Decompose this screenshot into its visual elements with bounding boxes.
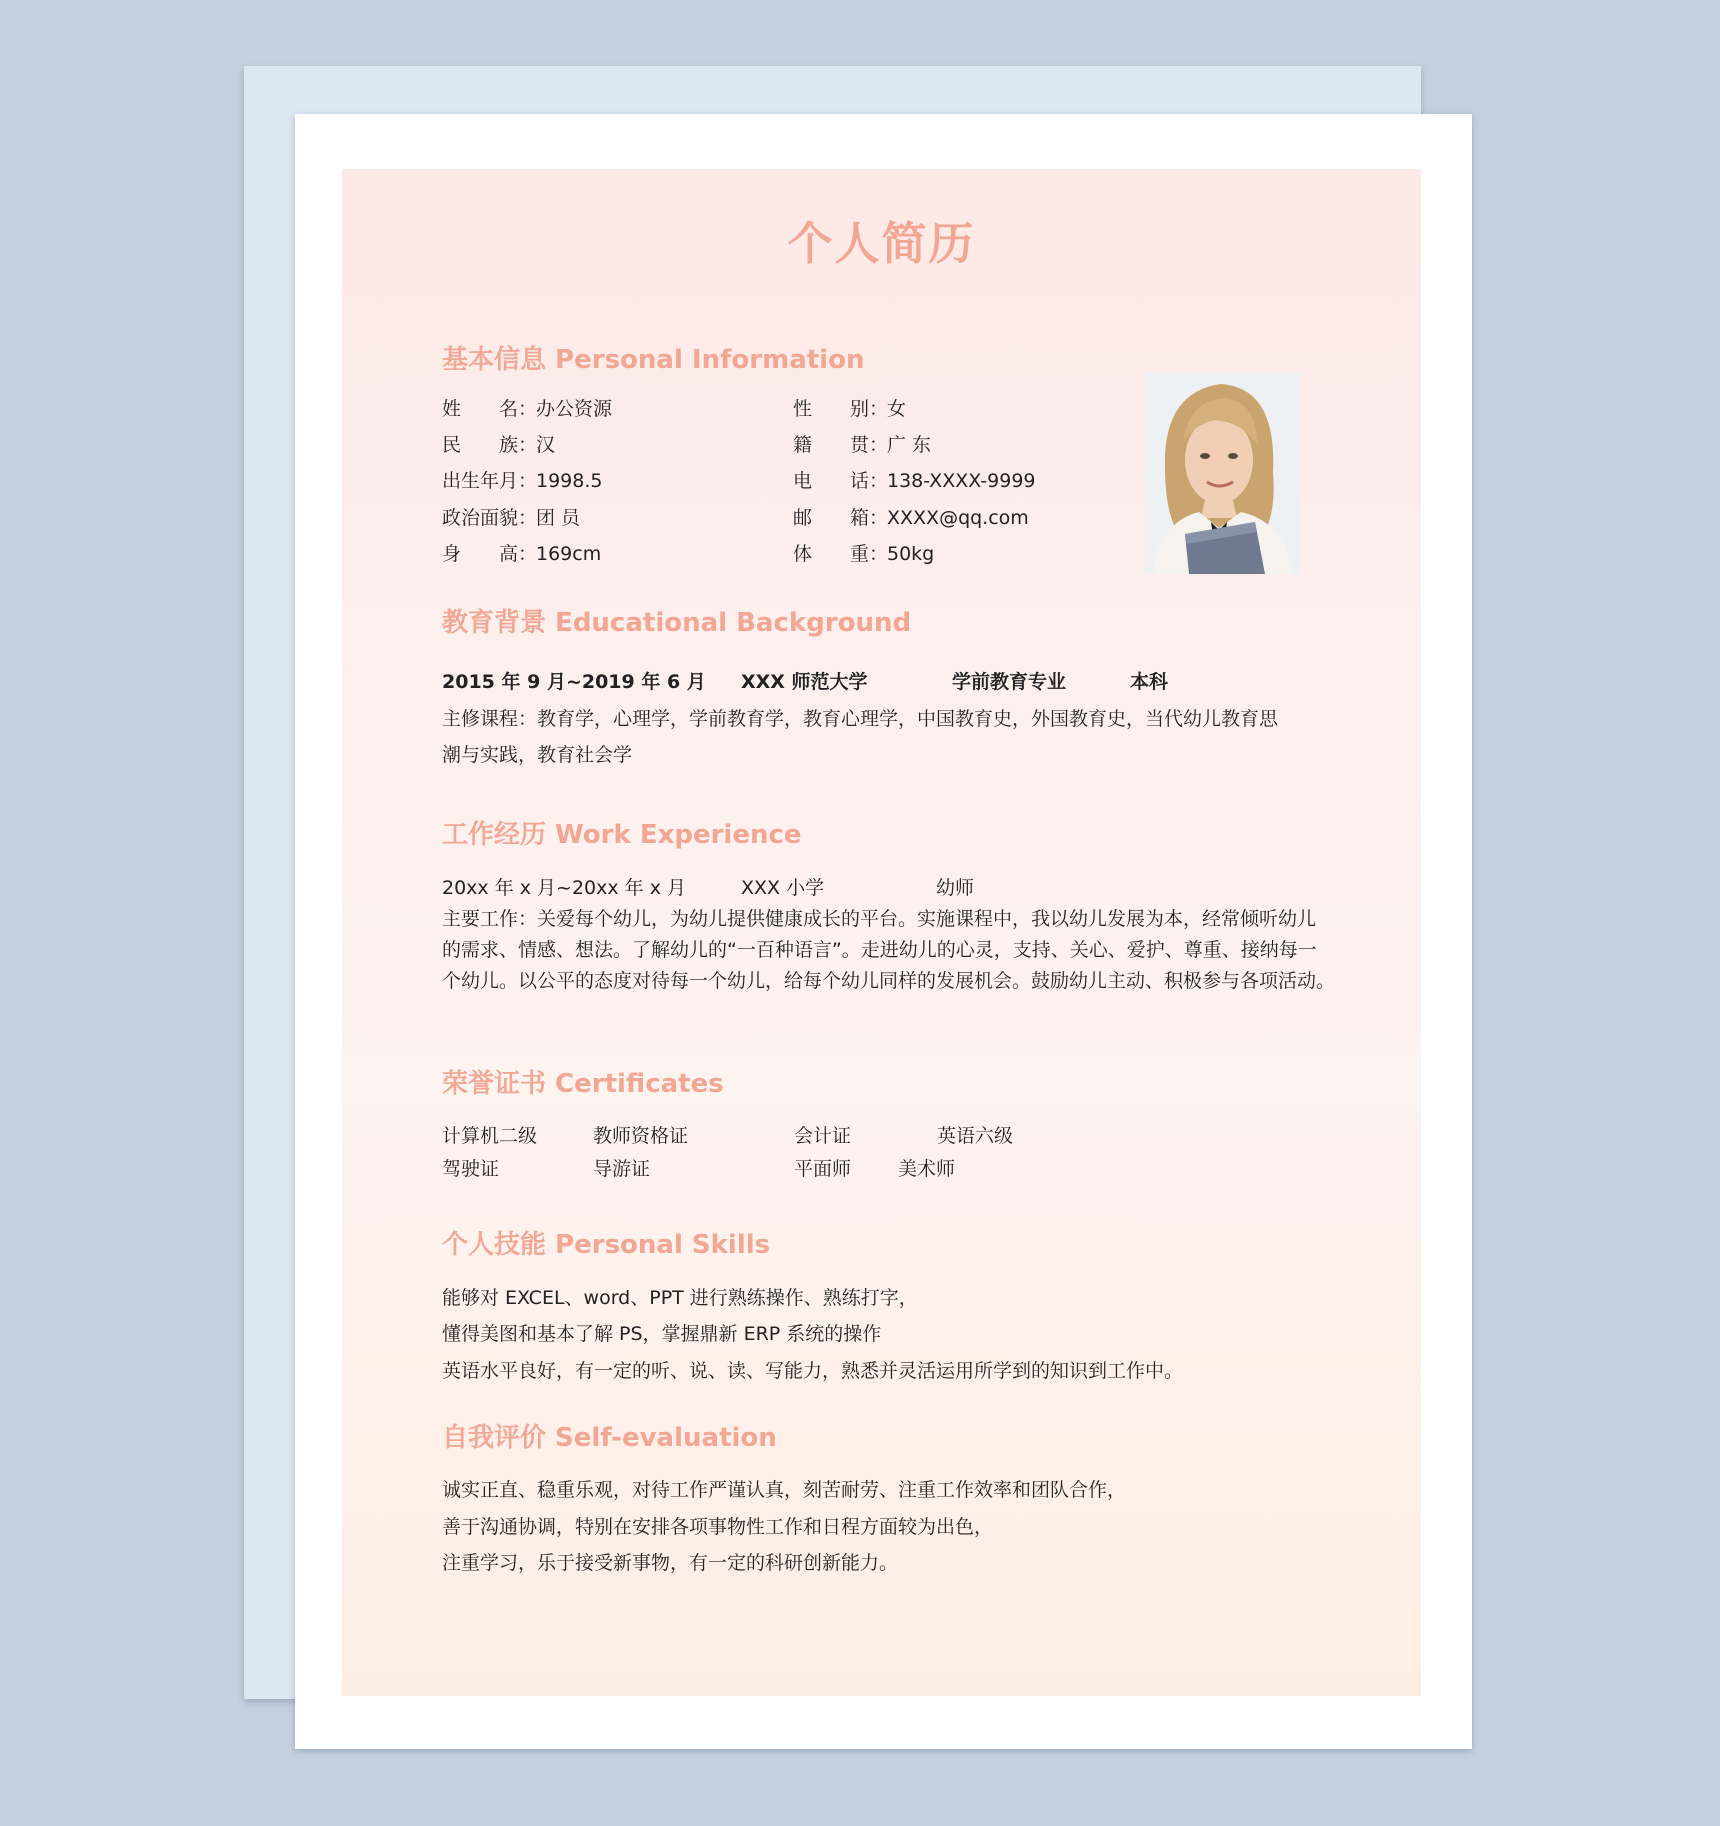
certificate-item: 驾驶证 — [442, 1158, 500, 1180]
certificate-item: 导游证 — [593, 1158, 651, 1180]
work-description-line: 主要工作：关爱每个幼儿，为幼儿提供健康成长的平台。实施课程中，我以幼儿发展为本，经常倾听幼儿 — [442, 908, 1317, 930]
education-courses-line: 主修课程：教育学，心理学，学前教育学，教育心理学，中国教育史，外国教育史，当代幼儿教育思 — [442, 708, 1279, 730]
skill-line: 英语水平良好，有一定的听、说、读、写能力，熟悉并灵活运用所学到的知识到工作中。 — [442, 1360, 1184, 1382]
work-heading: 工作经历 Work Experience — [442, 820, 802, 850]
basic-info-heading: 基本信息 Personal Information — [442, 345, 865, 375]
work-position: 幼师 — [936, 877, 975, 899]
work-company: XXX 小学 — [741, 877, 825, 899]
self-evaluation-line: 注重学习，乐于接受新事物，有一定的科研创新能力。 — [442, 1552, 899, 1574]
info-label: 电 话： — [793, 470, 889, 492]
info-value: 138-XXXX-9999 — [887, 470, 1036, 492]
info-political — [442, 503, 580, 530]
info-value: 1998.5 — [536, 470, 603, 492]
info-gender — [793, 394, 906, 421]
info-hometown — [793, 430, 931, 457]
info-label: 体 重： — [793, 543, 889, 565]
skills-heading: 个人技能 Personal Skills — [442, 1230, 771, 1260]
certificate-item: 教师资格证 — [593, 1125, 689, 1147]
resume-page — [295, 114, 1472, 1749]
education-major: 学前教育专业 — [952, 671, 1067, 693]
info-email — [793, 503, 1029, 530]
info-label: 政治面貌： — [442, 507, 538, 529]
education-school: XXX 师范大学 — [741, 671, 868, 693]
work-description-line: 个幼儿。以公平的态度对待每一个幼儿，给每个幼儿同样的发展机会。鼓励幼儿主动、积极参与各项活动。 — [442, 970, 1336, 992]
info-label: 邮 箱： — [793, 507, 889, 529]
profile-photo — [1145, 372, 1299, 574]
info-value: XXXX@qq.com — [887, 507, 1029, 529]
resume-content — [342, 169, 1421, 1696]
certificate-item: 英语六级 — [937, 1125, 1014, 1147]
profile-photo-illustration — [1145, 372, 1299, 574]
certificate-item: 计算机二级 — [442, 1125, 538, 1147]
education-heading: 教育背景 Educational Background — [442, 608, 912, 638]
work-description-line: 的需求、情感、想法。了解幼儿的“一百种语言”。走进幼儿的心灵，支持、关心、爱护、尊重、接纳每一 — [442, 939, 1317, 961]
info-weight — [793, 539, 934, 566]
certificate-item: 会计证 — [794, 1125, 852, 1147]
education-degree: 本科 — [1130, 671, 1169, 693]
info-value: 团 员 — [536, 507, 581, 529]
info-value: 50kg — [887, 543, 935, 565]
skill-line: 懂得美图和基本了解 PS，掌握鼎新 ERP 系统的操作 — [442, 1323, 882, 1345]
self-evaluation-heading: 自我评价 Self-evaluation — [442, 1423, 777, 1453]
info-label: 民 族： — [442, 434, 538, 456]
skill-line: 能够对 EXCEL、word、PPT 进行熟练操作、熟练打字， — [442, 1287, 918, 1309]
info-value: 169cm — [536, 543, 602, 565]
info-value: 汉 — [536, 434, 556, 456]
certificate-item: 美术师 — [898, 1158, 956, 1180]
education-courses-line: 潮与实践，教育社会学 — [442, 744, 633, 766]
info-label: 姓 名： — [442, 398, 538, 420]
info-name — [442, 394, 612, 421]
info-label: 性 别： — [793, 398, 889, 420]
certificates-heading: 荣誉证书 Certificates — [442, 1069, 724, 1099]
education-period: 2015 年 9 月~2019 年 6 月 — [442, 671, 706, 693]
info-height — [442, 539, 601, 566]
info-value: 广 东 — [887, 434, 932, 456]
info-label: 出生年月： — [442, 470, 538, 492]
page-title: 个人简历 — [787, 217, 976, 270]
info-ethnicity — [442, 430, 555, 457]
info-phone — [793, 466, 1036, 493]
self-evaluation-line: 诚实正直、稳重乐观，对待工作严谨认真，刻苦耐劳、注重工作效率和团队合作， — [442, 1479, 1127, 1501]
info-value: 办公资源 — [536, 398, 613, 420]
self-evaluation-line: 善于沟通协调，特别在安排各项事物性工作和日程方面较为出色， — [442, 1516, 994, 1538]
info-value: 女 — [887, 398, 907, 420]
certificate-item: 平面师 — [794, 1158, 852, 1180]
info-label: 身 高： — [442, 543, 538, 565]
info-birth — [442, 466, 602, 493]
info-label: 籍 贯： — [793, 434, 889, 456]
work-period: 20xx 年 x 月~20xx 年 x 月 — [442, 877, 686, 899]
